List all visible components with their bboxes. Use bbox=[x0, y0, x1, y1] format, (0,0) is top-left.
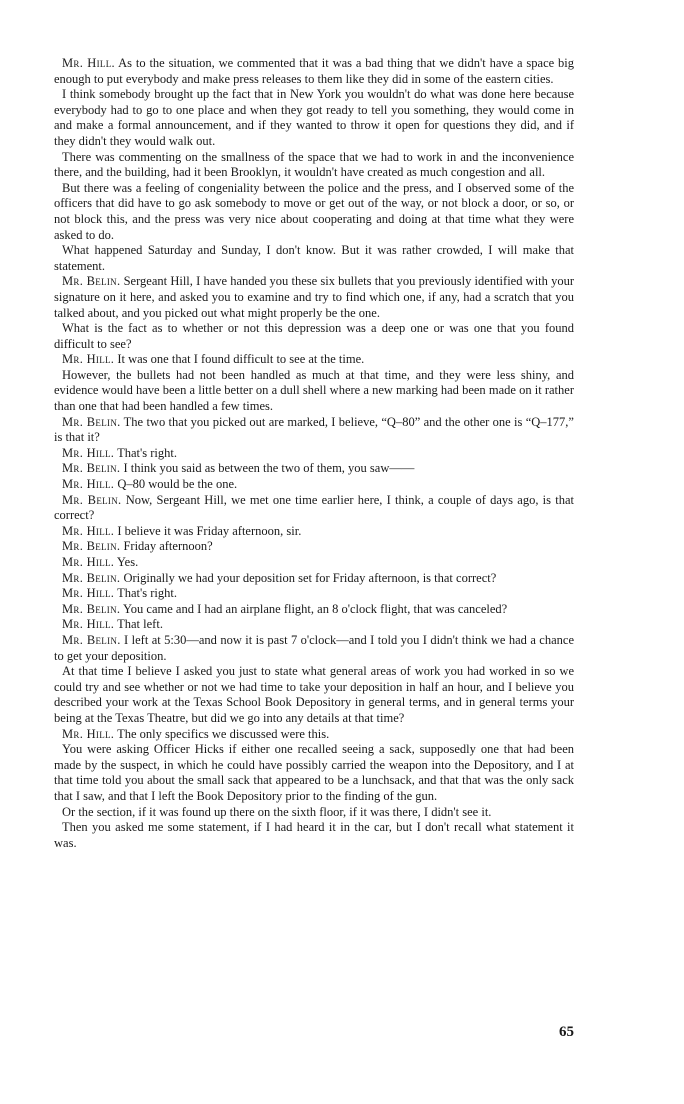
paragraph-text: Or the section, if it was found up there on the sixth floor, if it was there, I didn't see it. bbox=[62, 804, 492, 819]
paragraph-text: That's right. bbox=[117, 586, 178, 601]
paragraph-text: What is the fact as to whether or not this depression was a deep one or was one that you found difficult to see? bbox=[54, 321, 574, 351]
paragraph bbox=[54, 617, 574, 633]
paragraph-text: Then you asked me some statement, if I had heard it in the car, but I don't recall what statement it was. bbox=[54, 820, 574, 850]
speaker-label: Mr. Hill. bbox=[62, 56, 115, 70]
paragraph-text: As to the situation, we commented that it was a bad thing that we didn't have a space big enough to put everybody and make press releases to them like they did in some of the eastern cities. bbox=[54, 56, 574, 86]
paragraph-text: Sergeant Hill, I have handed you these six bullets that you previously identified with your signature on it here, and asked you to examine and try to find which one, if any, had a scratch that you talked about, and you picked out what might properly be the one. bbox=[54, 274, 574, 320]
speaker-label: Mr. Hill. bbox=[62, 523, 115, 538]
paragraph bbox=[54, 727, 574, 743]
paragraph bbox=[54, 477, 574, 493]
paragraph bbox=[54, 181, 574, 243]
paragraph-text: You were asking Officer Hicks if either one recalled seeing a sack, supposedly one that had been made by the suspect, in which he could have possibly carried the weapon into the Depository, and I at that time told you about the small sack that appeared to be a lunchsack, and that that was the only sack that I saw, and that I left the Book Depository prior to the finding of the gun. bbox=[54, 742, 574, 803]
paragraph bbox=[54, 150, 574, 181]
speaker-label: Mr. Hill. bbox=[62, 555, 115, 569]
paragraph bbox=[54, 820, 574, 851]
paragraph bbox=[54, 415, 574, 446]
paragraph bbox=[54, 87, 574, 149]
paragraph-text: Yes. bbox=[116, 555, 139, 569]
speaker-label: Mr. Hill. bbox=[62, 352, 115, 367]
paragraph-text: Now, Sergeant Hill, we met one time earlier here, I think, a couple of days ago, is that correct? bbox=[54, 492, 574, 523]
speaker-label: Mr. Hill. bbox=[62, 726, 115, 741]
paragraph-text: Friday afternoon? bbox=[123, 539, 213, 554]
paragraph-text: However, the bullets had not been handled as much at that time, and they were less shiny, and evidence would have been a little better on a dull shell where a new marking had been made on it rather than one that had been handled a few times. bbox=[54, 367, 574, 414]
paragraph bbox=[54, 742, 574, 804]
speaker-label: Mr. Belin. bbox=[62, 274, 121, 289]
paragraph-text: That left. bbox=[117, 617, 163, 632]
paragraph bbox=[54, 805, 574, 821]
speaker-label: Mr. Hill. bbox=[62, 445, 115, 460]
paragraph bbox=[54, 602, 574, 618]
paragraph-text: You came and I had an airplane flight, an 8 o'clock flight, that was canceled? bbox=[123, 601, 508, 616]
paragraph bbox=[54, 571, 574, 587]
paragraph bbox=[54, 493, 574, 524]
paragraph bbox=[54, 664, 574, 726]
paragraph-text: Q–80 would be the one. bbox=[117, 477, 238, 492]
speaker-label: Mr. Belin. bbox=[62, 539, 121, 554]
paragraph-text: There was commenting on the smallness of the space that we had to work in and the inconvenience there, and the building, had it been Brooklyn, it wouldn't have created as much congestion and all. bbox=[54, 149, 574, 180]
speaker-label: Mr. Belin. bbox=[62, 570, 121, 585]
paragraph bbox=[54, 321, 574, 352]
speaker-label: Mr. Belin. bbox=[62, 632, 121, 647]
paragraph bbox=[54, 555, 574, 571]
speaker-label: Mr. Belin. bbox=[62, 461, 121, 476]
paragraph bbox=[54, 633, 574, 664]
paragraph-text: The two that you picked out are marked, I believe, “Q–80” and the other one is “Q–177,” is that it? bbox=[54, 414, 574, 445]
paragraph-text: I believe it was Friday afternoon, sir. bbox=[117, 523, 302, 538]
paragraph-text: That's right. bbox=[117, 445, 178, 460]
paragraph bbox=[54, 352, 574, 368]
paragraph bbox=[54, 243, 574, 274]
paragraph bbox=[54, 586, 574, 602]
speaker-label: Mr. Belin. bbox=[62, 601, 121, 616]
paragraph-text: Originally we had your deposition set for Friday afternoon, is that correct? bbox=[123, 570, 497, 585]
paragraph bbox=[54, 446, 574, 462]
speaker-label: Mr. Belin. bbox=[62, 414, 121, 429]
paragraph bbox=[54, 368, 574, 415]
speaker-label: Mr. Hill. bbox=[62, 586, 115, 601]
paragraph-text: What happened Saturday and Sunday, I don't know. But it was rather crowded, I will make that statement. bbox=[54, 243, 574, 273]
speaker-label: Mr. Hill. bbox=[62, 477, 115, 492]
paragraph bbox=[54, 524, 574, 540]
paragraph-text: It was one that I found difficult to see at the time. bbox=[117, 352, 365, 367]
paragraph-text: I left at 5:30—and now it is past 7 o'clock—and I told you I didn't think we had a chance to get your deposition. bbox=[54, 632, 574, 663]
speaker-label: Mr. Hill. bbox=[62, 617, 115, 632]
paragraph bbox=[54, 56, 574, 87]
paragraph-text: But there was a feeling of congeniality between the police and the press, and I observed some of the officers that did have to go ask somebody to move or get out of the way, or not block a door, or so, or not block this, and the press was very nice about cooperating and doing at that time what they were asked to do. bbox=[54, 180, 574, 242]
paragraph-text: At that time I believe I asked you just to state what general areas of work you had worked in so we could try and see whether or not we had time to take your deposition in half an hour, and I believe you described your work at the Texas School Book Depository in general terms, and in general terms your being at the Texas Theatre, but did we go into any details at that time? bbox=[54, 664, 574, 725]
paragraph bbox=[54, 539, 574, 555]
speaker-label: Mr. Belin. bbox=[62, 492, 122, 507]
page-number: 65 bbox=[559, 1024, 574, 1040]
document-body bbox=[54, 56, 574, 851]
paragraph-text: I think you said as between the two of them, you saw—— bbox=[123, 461, 415, 476]
paragraph bbox=[54, 274, 574, 321]
paragraph bbox=[54, 461, 574, 477]
paragraph-text: The only specifics we discussed were this. bbox=[117, 726, 330, 741]
paragraph-text: I think somebody brought up the fact that in New York you wouldn't do what was done here because everybody had to go to one place and when they got ready to tell you something, they would come in and make a formal announcement, and if they wanted to throw it open for questions they did, and if they didn't they would walk out. bbox=[54, 87, 574, 148]
